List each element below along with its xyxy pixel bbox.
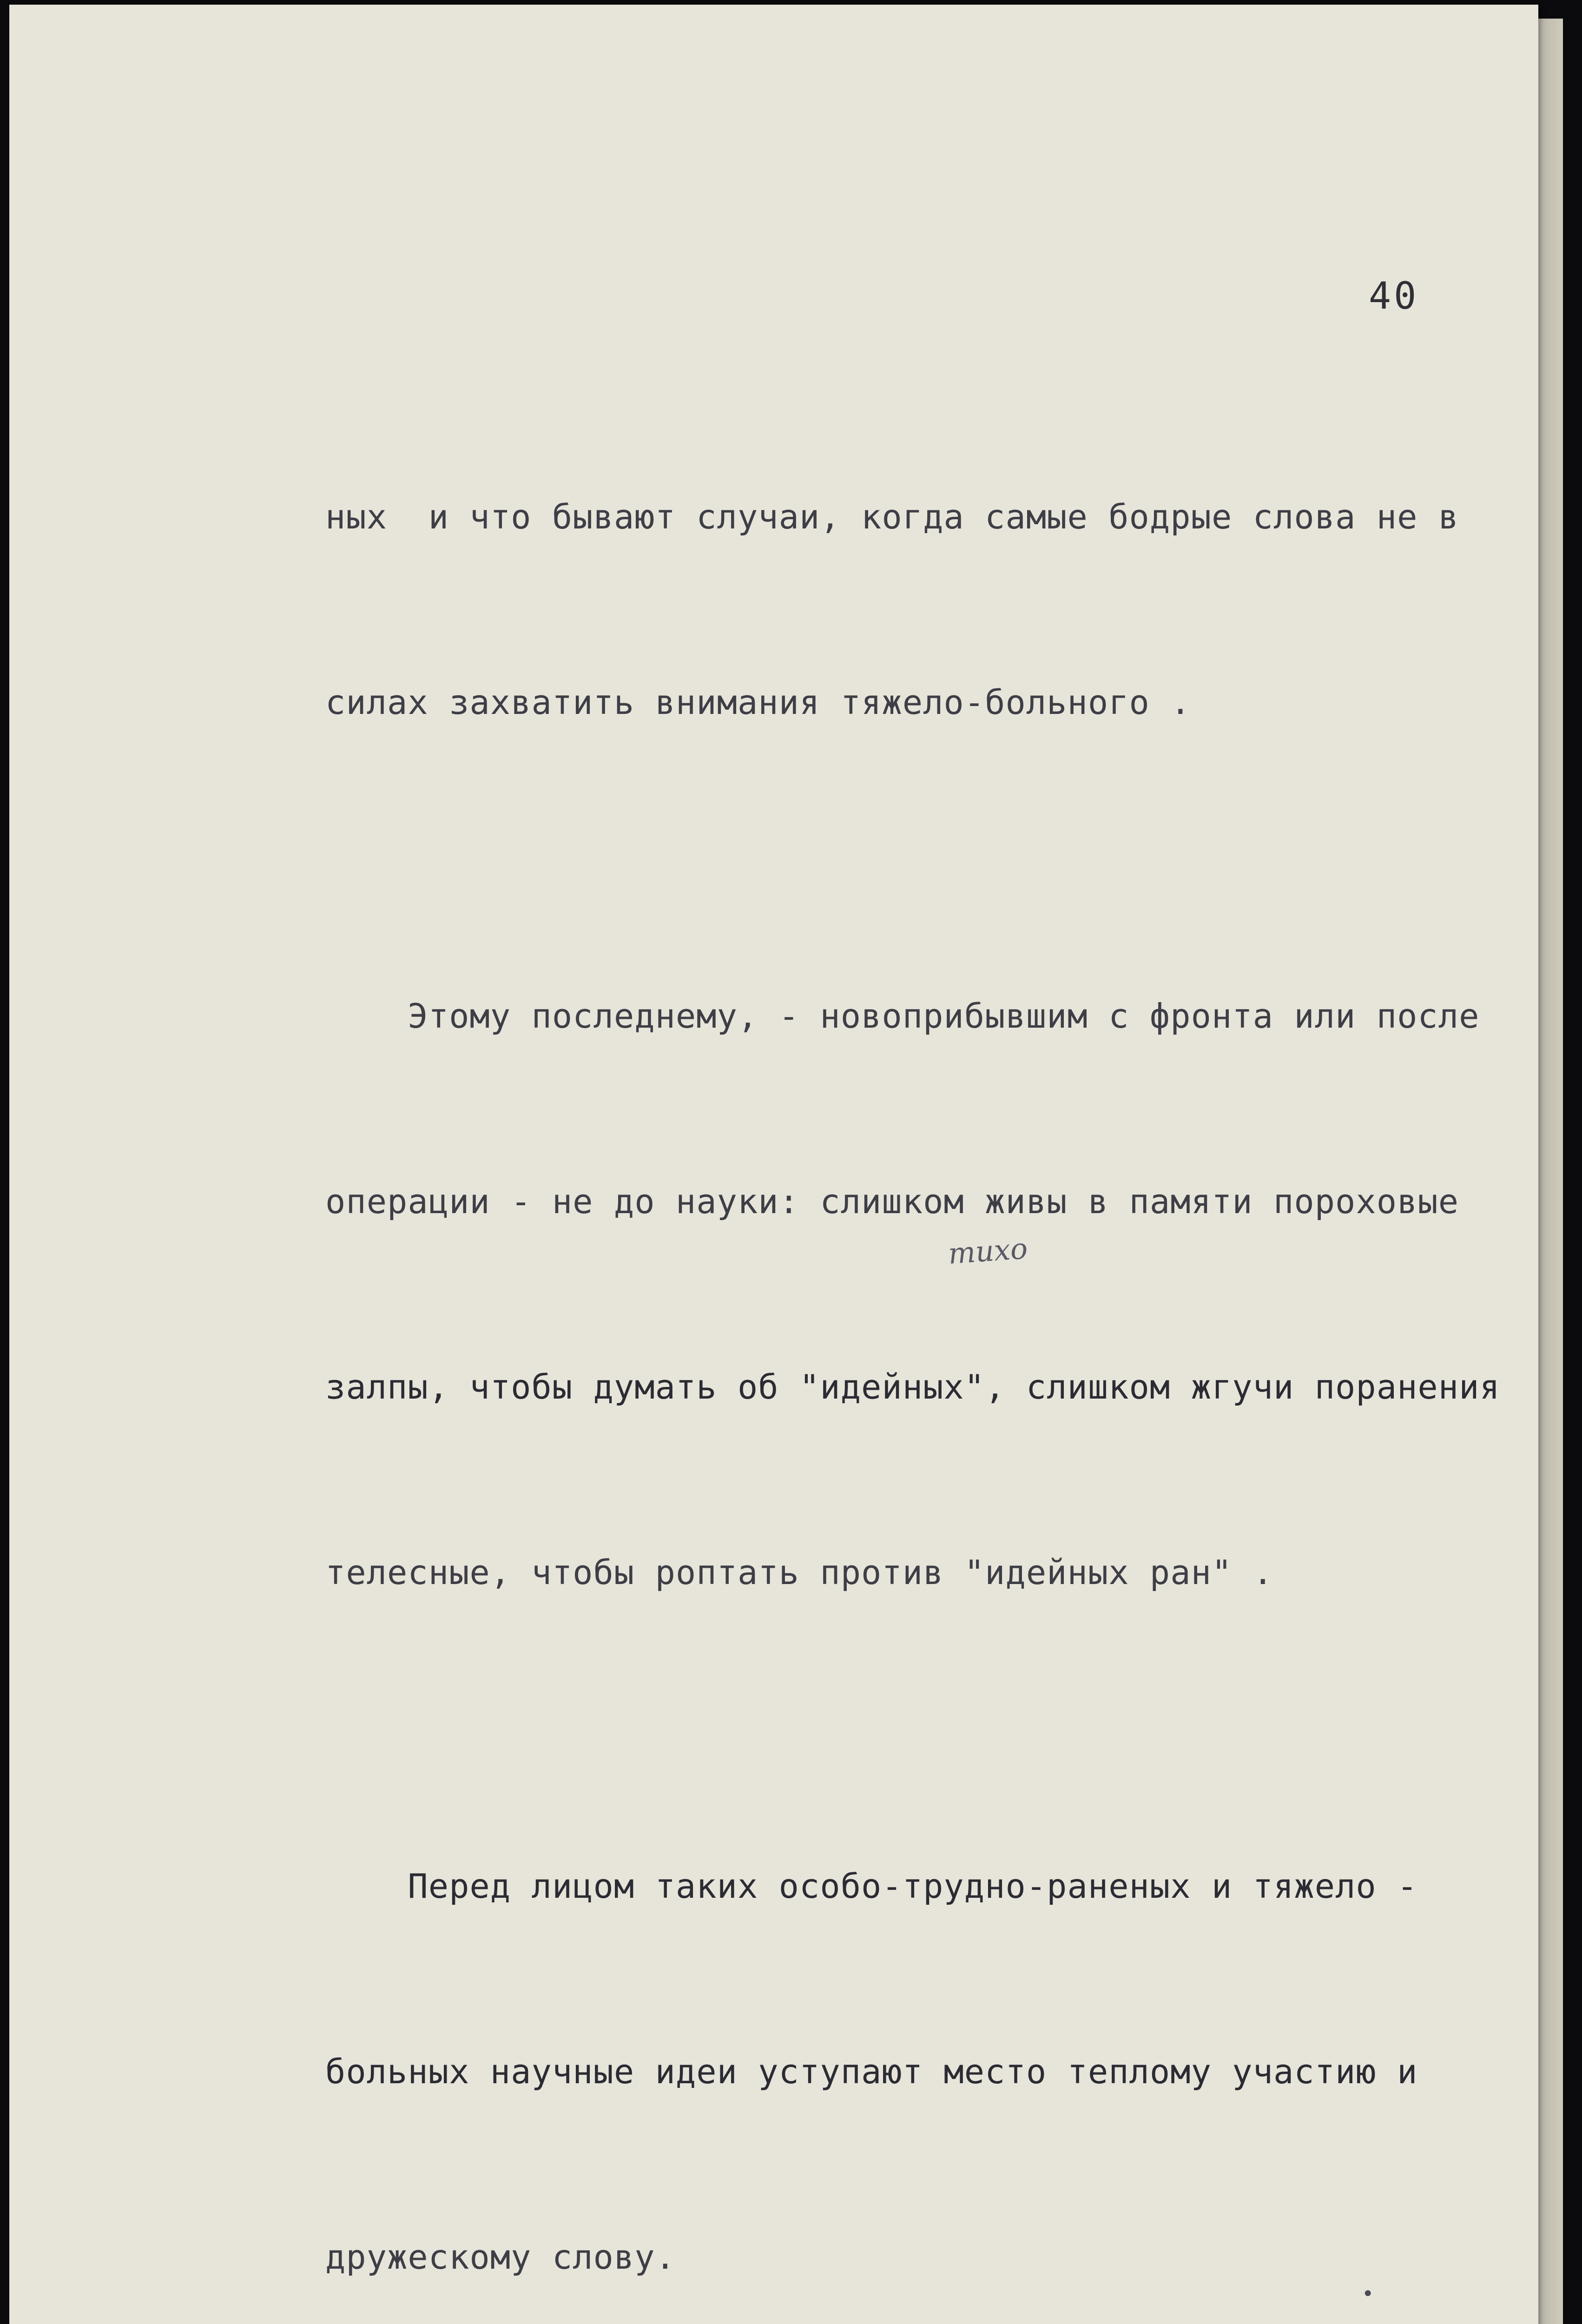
typewritten-text (325, 363, 1515, 2324)
text-line: Этому последнему, - новоприбывшим с фронта или после (325, 997, 1480, 1036)
text-line: Перед лицом таких особо-трудно-раненых и тяжело - (325, 1867, 1418, 1906)
handwritten-annotation: тихо (947, 1231, 1029, 1271)
page-number: 40 (1369, 274, 1419, 317)
text-line: ных и что бывают случаи, когда самые бодрые слова не в (325, 497, 1459, 536)
text-line: залпы, чтобы думать об "идейных", слишком жгучи поранения (325, 1367, 1500, 1406)
stray-mark: • (1362, 2282, 1374, 2306)
text-line: силах захватить внимания тяжело-больного . (325, 683, 1191, 722)
text-line: больных научные идеи уступают место теплому участию и (325, 2052, 1418, 2091)
text-line: телесные, чтобы роптать против "идейных ран" . (325, 1553, 1273, 1592)
text-line: операции - не до науки: слишком живы в памяти пороховые (325, 1182, 1459, 1221)
document-page (9, 5, 1538, 2324)
text-line: дружескому слову. (325, 2238, 676, 2277)
